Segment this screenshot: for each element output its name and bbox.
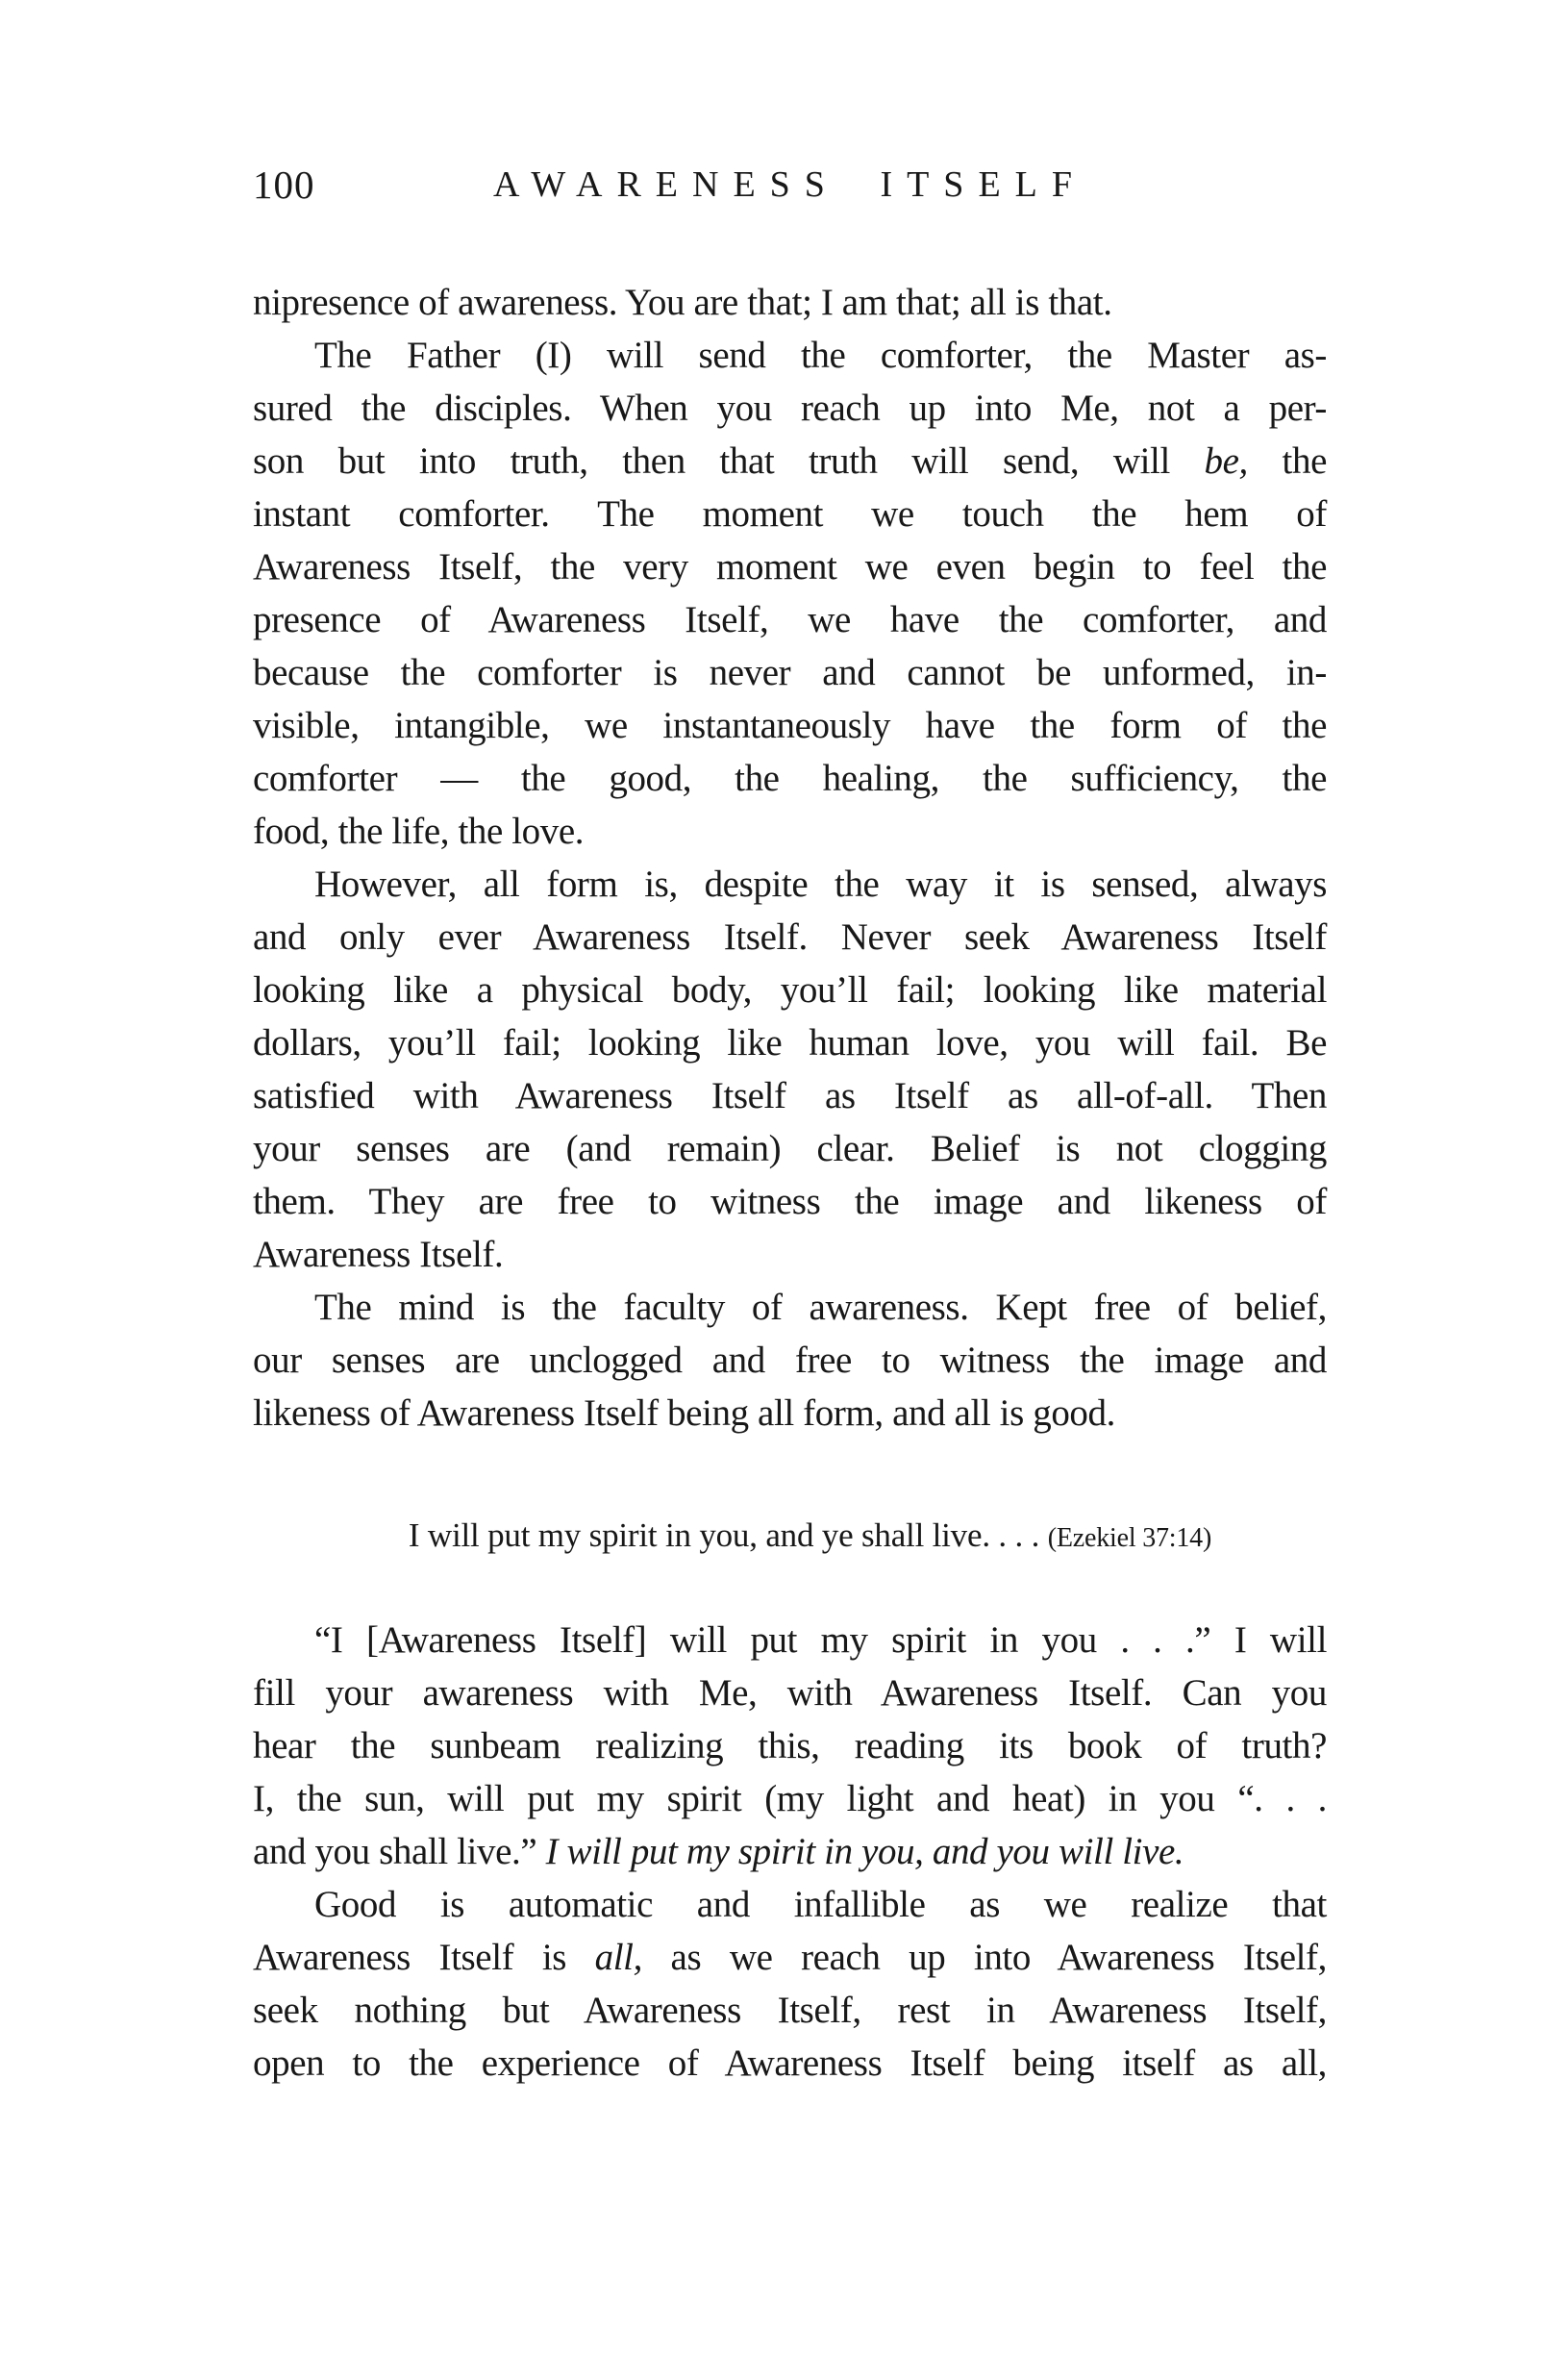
text-line xyxy=(253,1228,1327,1281)
text-segment: our senses are unclogged and free to witness the image and xyxy=(253,1340,1327,1381)
paragraph xyxy=(253,1878,1327,2090)
text-segment: food, the life, the love. xyxy=(253,811,585,852)
text-segment: instant comforter. The moment we touch the hem of xyxy=(253,493,1327,535)
text-segment: likeness of Awareness Itself being all form, and all is good. xyxy=(253,1392,1115,1434)
text-line xyxy=(253,911,1327,964)
text-line xyxy=(253,329,1327,382)
text-segment: satisfied with Awareness Itself as Itself as all-of-all. Then xyxy=(253,1075,1327,1116)
paragraph xyxy=(253,329,1327,858)
text-line xyxy=(253,1175,1327,1228)
italic-text: I will put my spirit in you, and you will live. xyxy=(545,1831,1184,1872)
text-segment: “I [Awareness Itself] will put my spirit in you . . .” I will xyxy=(314,1619,1327,1661)
text-segment: presence of Awareness Itself, we have the comforter, and xyxy=(253,599,1327,640)
page-number: 100 xyxy=(253,163,315,207)
text-line xyxy=(253,752,1327,805)
text-line xyxy=(253,805,1327,858)
text-segment: dollars, you’ll fail; looking like human love, you will fail. Be xyxy=(253,1022,1327,1064)
text-segment: The mind is the faculty of awareness. Kept free of belief, xyxy=(314,1287,1327,1328)
quote-reference: (Ezekiel 37:14) xyxy=(1047,1523,1212,1553)
text-line xyxy=(253,1281,1327,1334)
running-title: AWARENESS ITSELF xyxy=(492,164,1087,205)
text-segment: because the comforter is never and cannot be unformed, in- xyxy=(253,652,1327,693)
text-segment: your senses are (and remain) clear. Belief is not clogging xyxy=(253,1128,1327,1169)
text-line xyxy=(253,858,1327,911)
text-segment: the xyxy=(1247,440,1328,482)
text-segment: The Father (I) will send the comforter, the Master as- xyxy=(314,335,1327,376)
text-segment: Awareness Itself is xyxy=(253,1937,595,1978)
text-segment: and only ever Awareness Itself. Never seek Awareness Itself xyxy=(253,916,1327,958)
text-line xyxy=(253,1069,1327,1122)
text-segment: Awareness Itself, the very moment we even begin to feel the xyxy=(253,546,1327,588)
text-line xyxy=(253,1719,1327,1772)
page-header xyxy=(253,162,1327,208)
text-line xyxy=(253,593,1327,646)
body-block-1 xyxy=(253,276,1327,1440)
text-line xyxy=(253,1666,1327,1719)
paragraph xyxy=(253,276,1327,329)
text-line xyxy=(253,646,1327,699)
paragraph xyxy=(253,1281,1327,1440)
text-segment: son but into truth, then that truth will send, will xyxy=(253,440,1205,482)
text-line xyxy=(253,1931,1327,1984)
text-line xyxy=(253,1878,1327,1931)
text-segment: Awareness Itself. xyxy=(253,1234,504,1275)
paragraph xyxy=(253,1614,1327,1878)
text-line xyxy=(253,276,1327,329)
text-line xyxy=(253,382,1327,435)
text-segment: and you shall live.” xyxy=(253,1831,546,1872)
text-segment: hear the sunbeam realizing this, reading its book of truth? xyxy=(253,1725,1327,1766)
text-line xyxy=(253,1387,1327,1440)
text-segment: sured the disciples. When you reach up into Me, not a per- xyxy=(253,388,1327,429)
paragraph xyxy=(253,858,1327,1281)
text-segment: However, all form is, despite the way it is sensed, always xyxy=(314,864,1327,905)
text-segment: open to the experience of Awareness Itself being itself as all, xyxy=(253,2042,1327,2084)
text-line xyxy=(253,1614,1327,1666)
text-line xyxy=(253,1122,1327,1175)
text-segment: seek nothing but Awareness Itself, rest in Awareness Itself, xyxy=(253,1990,1327,2031)
body-block-2 xyxy=(253,1614,1327,2090)
text-line xyxy=(253,1772,1327,1825)
text-segment: them. They are free to witness the image and likeness of xyxy=(253,1181,1327,1222)
text-line xyxy=(253,488,1327,540)
text-segment: Good is automatic and infallible as we realize that xyxy=(314,1884,1327,1925)
text-segment: I, the sun, will put my spirit (my light and heat) in you “. . . xyxy=(253,1778,1327,1819)
italic-text: all, xyxy=(594,1937,642,1978)
text-segment: visible, intangible, we instantaneously have the form of the xyxy=(253,705,1327,746)
text-line xyxy=(253,1016,1327,1069)
text-line xyxy=(253,699,1327,752)
text-line xyxy=(253,1825,1327,1878)
text-segment: looking like a physical body, you’ll fail; looking like material xyxy=(253,969,1327,1011)
text-line xyxy=(253,540,1327,593)
text-segment: fill your awareness with Me, with Awareness Itself. Can you xyxy=(253,1672,1327,1714)
text-line xyxy=(253,435,1327,488)
text-line xyxy=(253,2037,1327,2090)
text-line xyxy=(253,1984,1327,2037)
text-segment: nipresence of awareness. You are that; I am that; all is that. xyxy=(253,282,1112,323)
scripture-quote xyxy=(253,1509,1327,1565)
text-line xyxy=(253,1334,1327,1387)
quote-text: I will put my spirit in you, and ye shall live. . . . xyxy=(408,1516,1048,1554)
body-text xyxy=(253,276,1327,2090)
italic-text: be, xyxy=(1204,440,1248,482)
text-segment: as we reach up into Awareness Itself, xyxy=(641,1937,1327,1978)
text-segment: comforter — the good, the healing, the sufficiency, the xyxy=(253,758,1327,799)
text-line xyxy=(253,964,1327,1016)
